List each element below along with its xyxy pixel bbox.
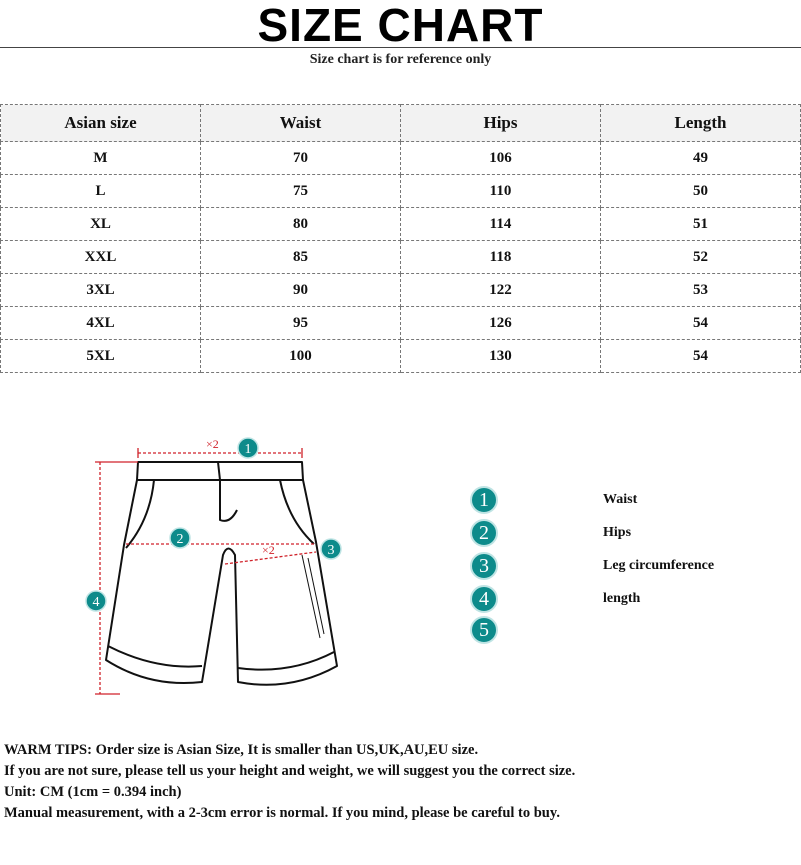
table-cell: L — [1, 175, 201, 208]
marker-3-label: 3 — [327, 543, 335, 558]
legend-item-5 — [470, 616, 790, 644]
table-cell: 4XL — [1, 307, 201, 340]
legend-label: Leg circumference — [603, 558, 715, 573]
legend-label: Hips — [603, 525, 632, 540]
table-cell: 51 — [601, 208, 801, 241]
table-cell: 110 — [401, 175, 601, 208]
table-row — [1, 142, 801, 175]
column-header: Hips — [401, 105, 601, 142]
table-row — [1, 274, 801, 307]
table-row — [1, 175, 801, 208]
table-cell: 126 — [401, 307, 601, 340]
table-cell: 90 — [201, 274, 401, 307]
table-cell: 106 — [401, 142, 601, 175]
legend-label: Waist — [603, 492, 638, 507]
tip-line: Manual measurement, with a 2-3cm error is normal. If you mind, please be careful to buy. — [4, 805, 560, 821]
column-header: Waist — [201, 105, 401, 142]
tip-line: If you are not sure, please tell us your height and weight, we will suggest you the correct size. — [4, 763, 576, 779]
table-cell: 75 — [201, 175, 401, 208]
table-cell: 54 — [601, 340, 801, 373]
legend-number-badge: 2 — [470, 519, 498, 547]
legend-number-badge: 1 — [470, 486, 498, 514]
legend-item-leg-circumference — [470, 552, 790, 580]
table-cell: 80 — [201, 208, 401, 241]
size-table — [0, 104, 801, 373]
table-row — [1, 340, 801, 373]
table-row — [1, 241, 801, 274]
table-cell: 50 — [601, 175, 801, 208]
marker-2-label: 2 — [176, 532, 184, 547]
table-cell: 95 — [201, 307, 401, 340]
table-cell: 122 — [401, 274, 601, 307]
warm-tips — [4, 740, 794, 824]
table-cell: 53 — [601, 274, 801, 307]
table-cell: M — [1, 142, 201, 175]
table-cell: 54 — [601, 307, 801, 340]
title-divider — [0, 47, 801, 48]
table-row — [1, 307, 801, 340]
table-row — [1, 208, 801, 241]
legend-item-length — [470, 585, 790, 613]
table-cell: 130 — [401, 340, 601, 373]
marker-4 — [86, 591, 106, 611]
marker-1 — [238, 438, 258, 458]
leg-multiplier-label: ×2 — [262, 543, 275, 557]
table-cell: 49 — [601, 142, 801, 175]
marker-3 — [321, 539, 341, 559]
marker-1-label: 1 — [244, 442, 252, 457]
table-cell: XXL — [1, 241, 201, 274]
table-cell: 118 — [401, 241, 601, 274]
tip-line: Unit: CM (1cm = 0.394 inch) — [4, 784, 182, 800]
shorts-diagram — [80, 420, 380, 710]
legend-label: length — [603, 591, 641, 606]
page-title: SIZE CHART — [257, 0, 544, 51]
legend-number-badge: 3 — [470, 552, 498, 580]
waist-multiplier-label: ×2 — [206, 437, 219, 451]
legend-number-badge: 4 — [470, 585, 498, 613]
marker-2 — [170, 528, 190, 548]
column-header: Asian size — [1, 105, 201, 142]
table-cell: 114 — [401, 208, 601, 241]
table-cell: 52 — [601, 241, 801, 274]
table-cell: 3XL — [1, 274, 201, 307]
column-header: Length — [601, 105, 801, 142]
table-cell: 5XL — [1, 340, 201, 373]
table-cell: 70 — [201, 142, 401, 175]
legend-item-hips — [470, 519, 790, 547]
legend-item-waist — [470, 486, 790, 514]
table-header-row — [1, 105, 801, 142]
legend-number-badge: 5 — [470, 616, 498, 644]
table-cell: XL — [1, 208, 201, 241]
table-cell: 85 — [201, 241, 401, 274]
marker-4-label: 4 — [92, 595, 100, 610]
page-subtitle: Size chart is for reference only — [309, 52, 492, 67]
table-cell: 100 — [201, 340, 401, 373]
tip-line: WARM TIPS: Order size is Asian Size, It is smaller than US,UK,AU,EU size. — [4, 742, 479, 758]
shorts-outline — [106, 462, 337, 685]
